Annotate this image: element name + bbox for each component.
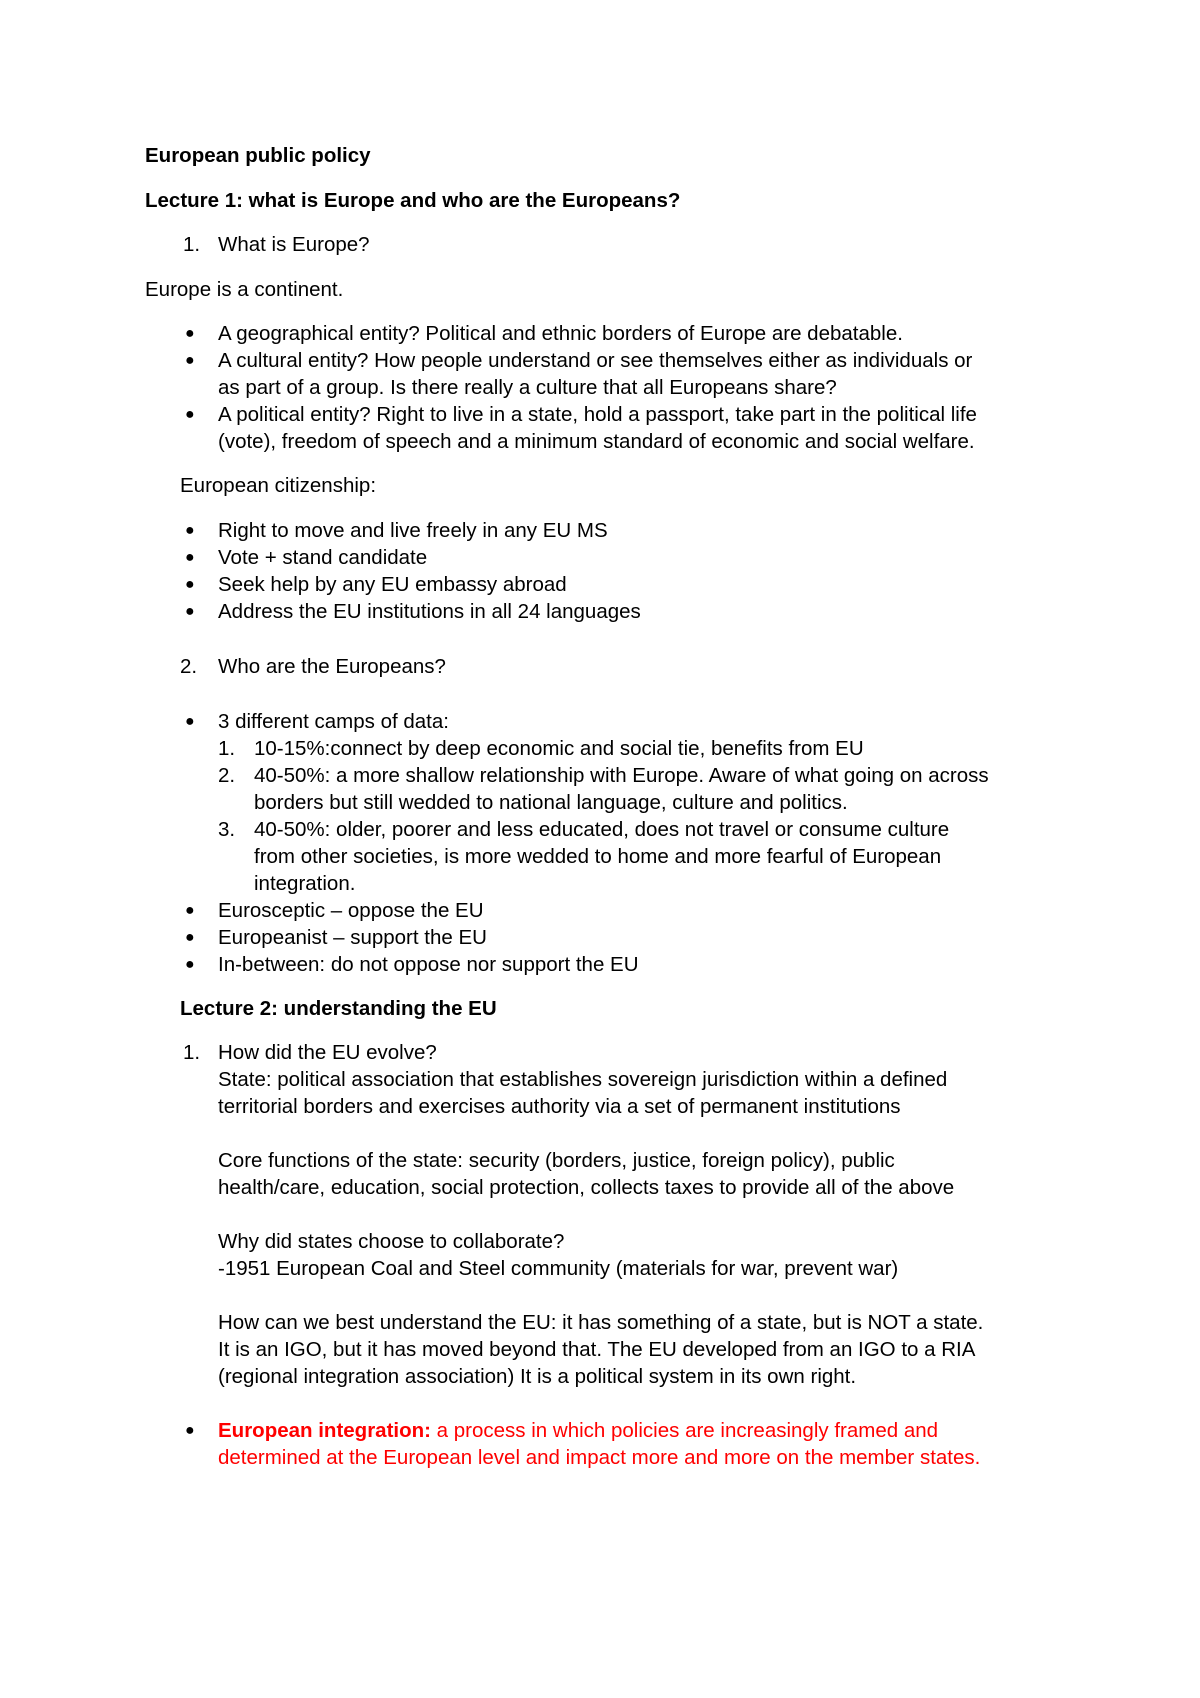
list-item: Eurosceptic – oppose the EU [218, 899, 484, 922]
paragraph-line: It is an IGO, but it has moved beyond that. The EU developed from an IGO to a RIA [218, 1338, 976, 1361]
paragraph-line: State: political association that establishes sovereign jurisdiction within a defined [218, 1068, 948, 1091]
intro-paragraph: Europe is a continent. [145, 278, 344, 301]
list-item: Right to move and live freely in any EU MS [218, 519, 608, 542]
paragraph-line: (regional integration association) It is a political system in its own right. [218, 1365, 857, 1388]
bullet-icon: ● [185, 549, 195, 566]
list-item: A political entity? Right to live in a state, hold a passport, take part in the political life [218, 403, 977, 426]
bullet-icon: ● [185, 713, 195, 730]
camp-item-continuation: from other societies, is more wedded to home and more fearful of European [254, 845, 942, 868]
list-item-continuation: as part of a group. Is there really a culture that all Europeans share? [218, 376, 837, 399]
integration-definition [218, 1418, 938, 1444]
bullet-icon: ● [185, 603, 195, 620]
camp-item-continuation: integration. [254, 872, 356, 895]
list-item: Seek help by any EU embassy abroad [218, 573, 567, 596]
integration-text: a process in which policies are increasingly framed and [430, 1419, 939, 1442]
camp-item: 40-50%: a more shallow relationship with Europe. Aware of what going on across [254, 764, 989, 787]
bullet-icon: ● [185, 956, 195, 973]
paragraph-line: Why did states choose to collaborate? [218, 1230, 565, 1253]
paragraph-line: health/care, education, social protection, collects taxes to provide all of the above [218, 1176, 955, 1199]
bullet-icon: ● [185, 352, 195, 369]
bullet-icon: ● [185, 576, 195, 593]
list-number: 2. [180, 655, 198, 678]
document-title: European public policy [145, 144, 371, 167]
lecture2-heading: Lecture 2: understanding the EU [180, 997, 497, 1020]
list-item: Address the EU institutions in all 24 languages [218, 600, 641, 623]
camp-item: 40-50%: older, poorer and less educated, does not travel or consume culture [254, 818, 950, 841]
paragraph-line: -1951 European Coal and Steel community (materials for war, prevent war) [218, 1257, 899, 1280]
bullet-icon: ● [185, 902, 195, 919]
question-what-is-europe: What is Europe? [218, 233, 370, 256]
integration-definition-continuation: determined at the European level and impact more and more on the member states. [218, 1446, 981, 1469]
integration-term: European integration: [218, 1419, 431, 1442]
bullet-icon: ● [185, 522, 195, 539]
bullet-icon: ● [185, 1422, 195, 1439]
paragraph-line: How can we best understand the EU: it has something of a state, but is NOT a state. [218, 1311, 984, 1334]
question-who-are-europeans: Who are the Europeans? [218, 655, 446, 678]
list-item: In-between: do not oppose nor support the EU [218, 953, 639, 976]
bullet-icon: ● [185, 325, 195, 342]
list-number: 1. [183, 1041, 201, 1064]
list-item-continuation: (vote), freedom of speech and a minimum standard of economic and social welfare. [218, 430, 975, 453]
list-number: 2. [218, 764, 236, 787]
list-item: A cultural entity? How people understand or see themselves either as individuals or [218, 349, 973, 372]
list-number: 1. [183, 233, 201, 256]
paragraph-line: Core functions of the state: security (borders, justice, foreign policy), public [218, 1149, 895, 1172]
paragraph-line: territorial borders and exercises authority via a set of permanent institutions [218, 1095, 901, 1118]
list-number: 1. [218, 737, 236, 760]
bullet-icon: ● [185, 929, 195, 946]
camps-label: 3 different camps of data: [218, 710, 449, 733]
question-eu-evolve: How did the EU evolve? [218, 1041, 437, 1064]
list-number: 3. [218, 818, 236, 841]
camp-item: 10-15%:connect by deep economic and social tie, benefits from EU [254, 737, 864, 760]
lecture1-heading: Lecture 1: what is Europe and who are the Europeans? [145, 189, 681, 212]
list-item: A geographical entity? Political and ethnic borders of Europe are debatable. [218, 322, 903, 345]
citizenship-label: European citizenship: [180, 474, 377, 497]
list-item: Vote + stand candidate [218, 546, 428, 569]
camp-item-continuation: borders but still wedded to national language, culture and politics. [254, 791, 848, 814]
bullet-icon: ● [185, 406, 195, 423]
list-item: Europeanist – support the EU [218, 926, 487, 949]
